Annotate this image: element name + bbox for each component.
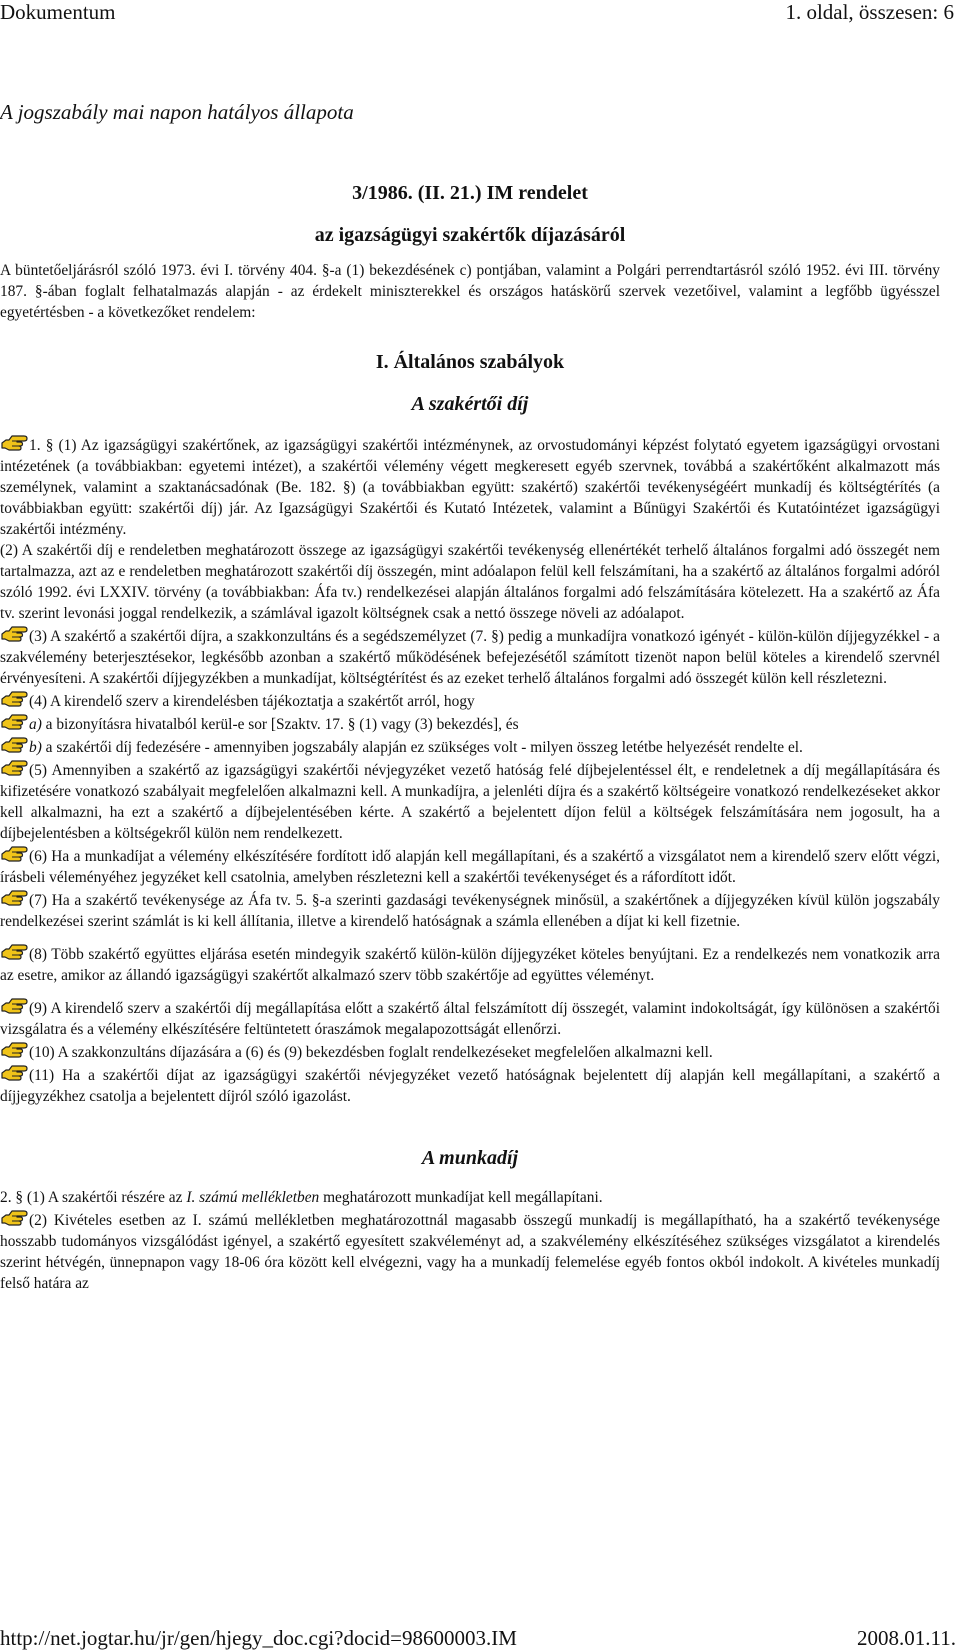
paragraph-1-5: (5) Amennyiben a szakértő az igazságügyi szakértői névjegyzéket vezető hatóság felé díjbejelentéssel élt, e rendeletnek a díj megállapítására és kifizetésére vonatkozó szabályait megfelelően alkalmazni kell. A munkadíjra, a jelenléti díjra és a szakértő költségeire vonatkozó rendelkezéseket akkor kell alkalmazni, ha ezt a szakértő a díjbejelentésében kérte. A szakértő a bejelentett díjon felül a költségek felszámítására nem jogosult, ha a díjbejelentésben a költségekről külön nem rendelkezett. — [0, 758, 940, 844]
document-body — [0, 170, 940, 1294]
paragraph-1-2: (2) A szakértői díj e rendeletben meghatározott összege az igazságügyi szakértői tevékenység ellenértékét terhelő általános forgalmi adó összegét nem tartalmazza, azt az e rendeletben meghatározott szakértői díj összegén, mint adóalapon felül kell felszámítani, ha a szakértő az általános forgalmi adóról szóló 1992. évi LXXIV. törvény (a továbbiakban: Áfa tv.) rendelkezései alapján általános forgalmi adó felszámítására kötelezett. Ha a szakértő az Áfa tv. szerint levonási joggal rendelkezik, a számlával igazolt költségnek csak a nettó összege növeli az adóalapot. — [0, 542, 940, 622]
pointing-hand-icon[interactable] — [0, 996, 28, 1016]
document-header — [0, 0, 960, 30]
pointing-hand-icon[interactable] — [0, 624, 28, 644]
paragraph-1-1: 1. § (1) Az igazságügyi szakértőnek, az igazságügyi szakértői intézménynek, az orvostudományi képzést folytató egyetem igazságügyi orvostani intézetének (a továbbiakban: egyetemi intézet), a szakértői vélemény végett megkeresett egyéb szervnek, továbbá a szakértőként alkalmazott más személynek, valamint a szaktanácsadónak (Be. 182. §) (a továbbiakban együtt: szakértő) szakértői tevékenységéért munkadíj és költségtérítés (a továbbiakban együtt: szakértői díj) jár. Az Igazságügyi Szakértői és Kutató Intézetek, valamint a Bűnügyi Szakértői és Kutatóintézet igazságügyi szakértői intézmény. — [0, 433, 940, 540]
pointing-hand-icon[interactable] — [0, 712, 28, 732]
paragraph-1-4: (4) A kirendelő szerv a kirendelésben tájékoztatja a szakértőt arról, hogy — [0, 689, 940, 712]
header-title: Dokumentum — [0, 0, 116, 24]
preamble: A büntetőeljárásról szóló 1973. évi I. törvény 404. §-a (1) bekezdésének c) pontjában, valamint a Polgári perrendtartásról szóló 1952. évi III. törvény 187. §-ában foglalt felhatalmazás alapján - az érdekelt miniszterekkel és országos hatáskörű szervek vezetőivel, valamint a legfőbb ügyésszel egyetértésben - a következőket rendelem: — [0, 262, 940, 321]
pointing-hand-icon[interactable] — [0, 844, 28, 864]
paragraph-1-8: (8) Több szakértő együttes eljárása esetén mindegyik szakértő külön-külön díjjegyzéket köteles benyújtani. Ez a rendelkezés nem vonatkozik arra az esetre, amikor az állandó igazságügyi szakértőt alkalmazó szerv több szakértője ad együttes véleményt. — [0, 942, 940, 986]
paragraph-1-7: (7) Ha a szakértő tevékenysége az Áfa tv. 5. §-a szerinti gazdasági tevékenységnek minősül, a szakértőnek a díjjegyzéken kívül külön jogszabály rendelkezései szerint számlát is ki kell állítania, illetve a kirendelő hatóságnak a számla ellenében a díjat ki kell fizetnie. — [0, 888, 940, 932]
pointing-hand-icon[interactable] — [0, 433, 28, 453]
pointing-hand-icon[interactable] — [0, 1208, 28, 1228]
chapter-title: I. Általános szabályok — [375, 351, 565, 373]
paragraph-1-11: (11) Ha a szakértői díjat az igazságügyi szakértői névjegyzéket vezető hatóságnak bejelentett díj alapján kell megállapítani, a szakértő a díjjegyzékhez csatolja a bejelentett díjról szóló igazolást. — [0, 1063, 940, 1107]
document-footer — [0, 1626, 960, 1652]
validity-status: A jogszabály mai napon hatályos állapota — [0, 100, 354, 124]
pointing-hand-icon[interactable] — [0, 1040, 28, 1060]
pointing-hand-icon[interactable] — [0, 942, 28, 962]
pointing-hand-icon[interactable] — [0, 758, 28, 778]
pointing-hand-icon[interactable] — [0, 888, 28, 908]
regulation-title: az igazságügyi szakértők díjazásáról — [314, 224, 626, 246]
pointing-hand-icon[interactable] — [0, 1063, 28, 1083]
regulation-number: 3/1986. (II. 21.) IM rendelet — [352, 182, 588, 204]
print-date: 2008.01.11. — [857, 1626, 956, 1650]
page-counter: 1. oldal, összesen: 6 — [785, 0, 954, 24]
paragraph-2-1: 2. § (1) A szakértői részére az I. számú mellékletben meghatározott munkadíjat kell megállapítani. — [0, 1189, 603, 1206]
paragraph-1-6: (6) Ha a munkadíjat a vélemény elkészítésére fordított idő alapján kell megállapítani, és a szakértő a vizsgálatot nem a kirendelő szerv előtt végzi, írásbeli véleményéhez jegyzéket kell csatolnia, amelyben részletezni kell a szakértői tevékenységet és a ráfordított időt. — [0, 844, 940, 888]
paragraph-1-4-b: b) a szakértői díj fedezésére - amennyiben jogszabály alapján ez szükséges volt - milyen összeg letétbe helyezését rendelte el. — [0, 735, 940, 758]
source-url: http://net.jogtar.hu/jr/gen/hjegy_doc.cgi?docid=98600003.IM — [0, 1626, 517, 1650]
paragraph-1-4-a: a) a bizonyításra hivatalból kerül-e sor [Szaktv. 17. § (1) vagy (3) bekezdés], és — [0, 712, 940, 735]
pointing-hand-icon[interactable] — [0, 689, 28, 709]
paragraph-1-10: (10) A szakkonzultáns díjazására a (6) és (9) bekezdésben foglalt rendelkezéseket megfelelően alkalmazni kell. — [0, 1040, 940, 1063]
pointing-hand-icon[interactable] — [0, 735, 28, 755]
section-title-szakertoi-dij: A szakértői díj — [411, 393, 529, 415]
paragraph-2-2: (2) Kivételes esetben az I. számú mellékletben meghatározottnál magasabb összegű munkadíj is megállapítható, ha a szakértő tevékenysége hosszabb tudományos vizsgálódást igényel, a szakértő egyesített szakvéleményt ad, a szakvélemény elkészítéséhez szükséges vizsgálatot a kirendelés szerint hétvégén, ünnepnapon vagy 18-06 óra között kell elvégezni, vagy ha a munkadíj felemelése egyéb fontos okból indokolt. A kivételes munkadíj felső határa az — [0, 1208, 940, 1294]
paragraph-1-9: (9) A kirendelő szerv a szakértői díj megállapítása előtt a szakértő által felszámított díj összegét, valamint indokoltságát, így különösen a szakértői vizsgálatra és a vélemény elkészítésére feltüntetett óraszámok megalapozottságát ellenőrzi. — [0, 996, 940, 1040]
section-title-munkadij: A munkadíj — [421, 1147, 519, 1169]
paragraph-1-3: (3) A szakértő a szakértői díjra, a szakkonzultáns és a segédszemélyzet (7. §) pedig a munkadíjra vonatkozó igényét - külön-külön díjjegyzékkel - a szakvélemény beterjesztésekor, legkésőbb azonban a szakértő működésének befejezésétől számított tizenöt napon belül köteles a kirendelő szervnél érvényesíteni. A szakértői díjjegyzékben a munkadíjat, költségtérítést és az ezeket terhelő általános forgalmi adó összegét külön kell részletezni. — [0, 624, 940, 689]
